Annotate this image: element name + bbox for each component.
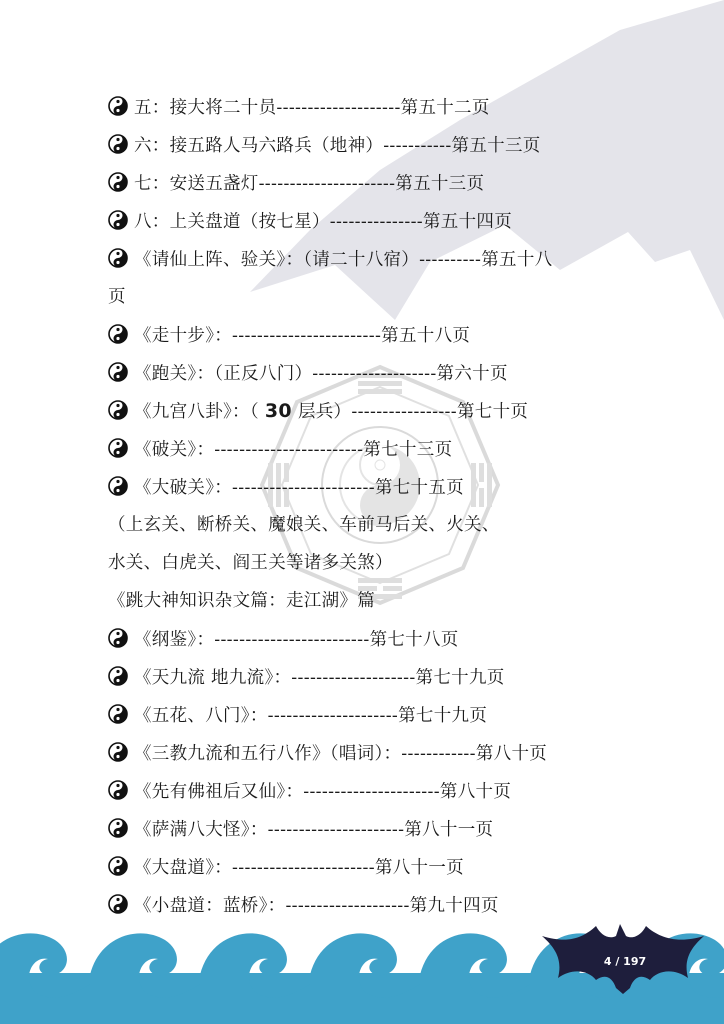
toc-entry-text: 《萨满八大怪》：----------------------第八十一页 [134, 820, 494, 840]
yin-yang-icon [108, 476, 128, 496]
toc-entry-text: 《天九流 地九流》：--------------------第七十九页 [134, 668, 505, 688]
toc-entry-text: 《大破关》：-----------------------第七十五页 [134, 478, 464, 498]
toc-entry-text: 《先有佛祖后又仙》：----------------------第八十页 [134, 782, 512, 802]
toc-entry [108, 894, 499, 917]
toc-entry [108, 324, 470, 347]
toc-entry [108, 134, 541, 157]
yin-yang-icon [108, 400, 128, 420]
toc-entry [108, 742, 547, 765]
yin-yang-icon [108, 438, 128, 458]
toc-entry-text: 八：上关盘道（按七星）---------------第五十四页 [134, 212, 512, 232]
toc-entry-text: 页 [108, 287, 126, 307]
toc-entry-text: 《五花、八门》：---------------------第七十九页 [134, 706, 488, 726]
toc-entry-text-before: 《九宫八卦》：（ [134, 402, 259, 422]
toc-entry-text: 《小盘道：蓝桥》：--------------------第九十四页 [134, 896, 499, 916]
toc-entry-text: 《请仙上阵、验关》：（请二十八宿）----------第五十八 [134, 250, 553, 270]
yin-yang-icon [108, 704, 128, 724]
section-heading-text: 《跳大神知识杂文篇：走江湖》篇 [108, 591, 375, 611]
toc-entry-text: 《三教九流和五行八作》（唱词）：------------第八十页 [134, 744, 548, 764]
toc-entry [108, 400, 528, 423]
toc-entry-text: 《大盘道》：-----------------------第八十一页 [134, 858, 464, 878]
yin-yang-icon [108, 628, 128, 648]
toc-entry [108, 856, 464, 879]
yin-yang-icon [108, 210, 128, 230]
yin-yang-icon [108, 324, 128, 344]
toc-entry [108, 96, 490, 119]
yin-yang-icon [108, 894, 128, 914]
yin-yang-icon [108, 248, 128, 268]
yin-yang-icon [108, 780, 128, 800]
yin-yang-icon [108, 172, 128, 192]
toc-entry [108, 780, 511, 803]
toc-entry-text: 五：接大将二十员--------------------第五十二页 [134, 98, 490, 118]
toc-entry-text: 《纲鉴》：-------------------------第七十八页 [134, 630, 459, 650]
page-number: 4 / 197 [603, 955, 647, 968]
toc-section-heading [108, 590, 375, 612]
toc-entry [108, 248, 552, 271]
toc-entry [108, 438, 452, 461]
toc-entry [108, 362, 508, 385]
yin-yang-icon [108, 818, 128, 838]
toc-note [108, 552, 393, 574]
yin-yang-icon [108, 742, 128, 762]
toc-note-text: 水关、白虎关、阎王关等诸多关煞） [108, 553, 393, 573]
yin-yang-icon [108, 666, 128, 686]
toc-entry-continuation [108, 286, 126, 308]
toc-entry-text: 《跑关》：（正反八门）--------------------第六十页 [134, 364, 508, 384]
toc-entry [108, 704, 487, 727]
toc-entry [108, 666, 505, 689]
toc-entry [108, 628, 459, 651]
toc-entry [108, 172, 484, 195]
toc-entry-text: 《破关》：------------------------第七十三页 [134, 440, 453, 460]
toc-entry [108, 210, 512, 233]
toc-entry [108, 476, 464, 499]
toc-entry [108, 818, 493, 841]
yin-yang-icon [108, 96, 128, 116]
toc-note [108, 514, 500, 536]
toc-entry-text: 六：接五路人马六路兵（地神）-----------第五十三页 [134, 136, 541, 156]
layer-count-number: 30 [264, 400, 292, 422]
toc-entry-text-after: 层兵）-----------------第七十页 [297, 402, 529, 422]
yin-yang-icon [108, 134, 128, 154]
yin-yang-icon [108, 362, 128, 382]
yin-yang-icon [108, 856, 128, 876]
toc-note-text: （上玄关、断桥关、魔娘关、车前马后关、火关、 [108, 515, 500, 535]
toc-entry-text: 七：安送五盏灯----------------------第五十三页 [134, 174, 485, 194]
toc-entry-text: 《走十步》：------------------------第五十八页 [134, 326, 471, 346]
